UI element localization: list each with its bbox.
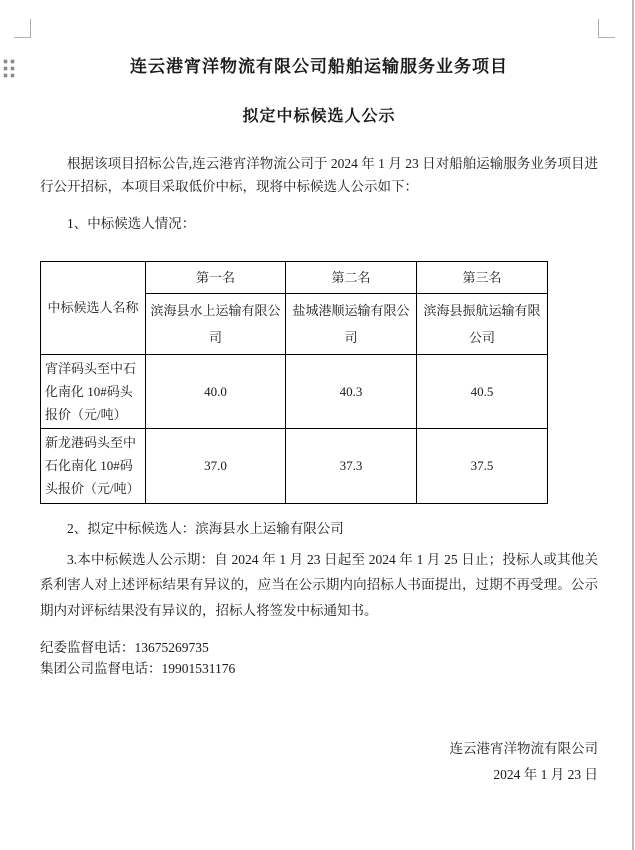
group-supervision-phone: 集团公司监督电话：19901531176 (40, 661, 236, 676)
drag-handle-dot (11, 67, 14, 70)
page-title: 连云港宵洋物流有限公司船舶运输服务业务项目 (130, 57, 508, 76)
table-cell-company-2: 盐城港顺运输有限公司 (286, 293, 417, 354)
bid-candidates-table (40, 261, 548, 504)
table-cell-route-2-price-1: 37.0 (146, 428, 286, 503)
signature-company: 连云港宵洋物流有限公司 (449, 740, 598, 756)
drag-handle-dot (4, 60, 7, 63)
table-cell-route-1-label: 宵洋码头至中石化南化 10#码头报价（元/吨） (41, 354, 146, 428)
discipline-supervision-phone: 纪委监督电话：13675269735 (40, 639, 209, 655)
signature-date: 2024 年 1 月 23 日 (493, 766, 598, 782)
table-cell-route-2-label: 新龙港码头至中石化南化 10#码头报价（元/吨） (41, 428, 146, 503)
table-cell-route-2-price-2: 37.3 (286, 428, 417, 503)
table-row-rank-headers (41, 261, 548, 293)
item2-line: 2、拟定中标候选人：滨海县水上运输有限公司 (67, 520, 344, 536)
document-page (40, 55, 598, 788)
margin-crop-mark-top-right (598, 37, 615, 38)
drag-handle-dot (4, 67, 7, 70)
table-cell-corner-label: 中标候选人名称 (41, 261, 146, 354)
table-cell-company-1: 滨海县水上运输有限公司 (146, 293, 286, 354)
page-subtitle: 拟定中标候选人公示 (242, 108, 396, 125)
margin-crop-mark-top-left (14, 37, 31, 38)
table-row-price-route-1 (41, 354, 548, 428)
table-cell-rank-3: 第三名 (417, 261, 548, 293)
table-cell-route-2-price-3: 37.5 (417, 428, 548, 503)
table-cell-route-1-price-1: 40.0 (146, 354, 286, 428)
drag-handle-dot (11, 74, 14, 77)
item3-paragraph: 3.本中标候选人公示期：自 2024 年 1 月 23 日起至 2024 年 1 月 25 日止；投标人或其他关系利害人对上述评标结果有异议的，应当在公示期内向招标人书面提出，过期不再受理。公示期内对评标结果没有异议的，招标人将签发中标通知书。 (40, 551, 598, 618)
signature-block (40, 736, 598, 788)
drag-handle-dot (11, 60, 14, 63)
item1-heading: 1、中标候选人情况： (67, 215, 196, 231)
margin-crop-mark-top-right (598, 19, 599, 37)
drag-handle-dot (4, 74, 7, 77)
table-cell-rank-2: 第二名 (286, 261, 417, 293)
window-right-edge (632, 0, 634, 850)
intro-paragraph: 根据该项目招标公告,连云港宵洋物流公司于 2024 年 1 月 23 日对船舶运输服务业务项目进行公开招标，本项目采取低价中标，现将中标候选人公示如下： (40, 156, 598, 194)
table-row-price-route-2 (41, 428, 548, 503)
table-cell-company-3: 滨海县振航运输有限公司 (417, 293, 548, 354)
table-cell-route-1-price-2: 40.3 (286, 354, 417, 428)
margin-crop-mark-top-left (30, 19, 31, 37)
table-cell-rank-1: 第一名 (146, 261, 286, 293)
table-cell-route-1-price-3: 40.5 (417, 354, 548, 428)
drag-handle-icon[interactable] (4, 60, 14, 78)
